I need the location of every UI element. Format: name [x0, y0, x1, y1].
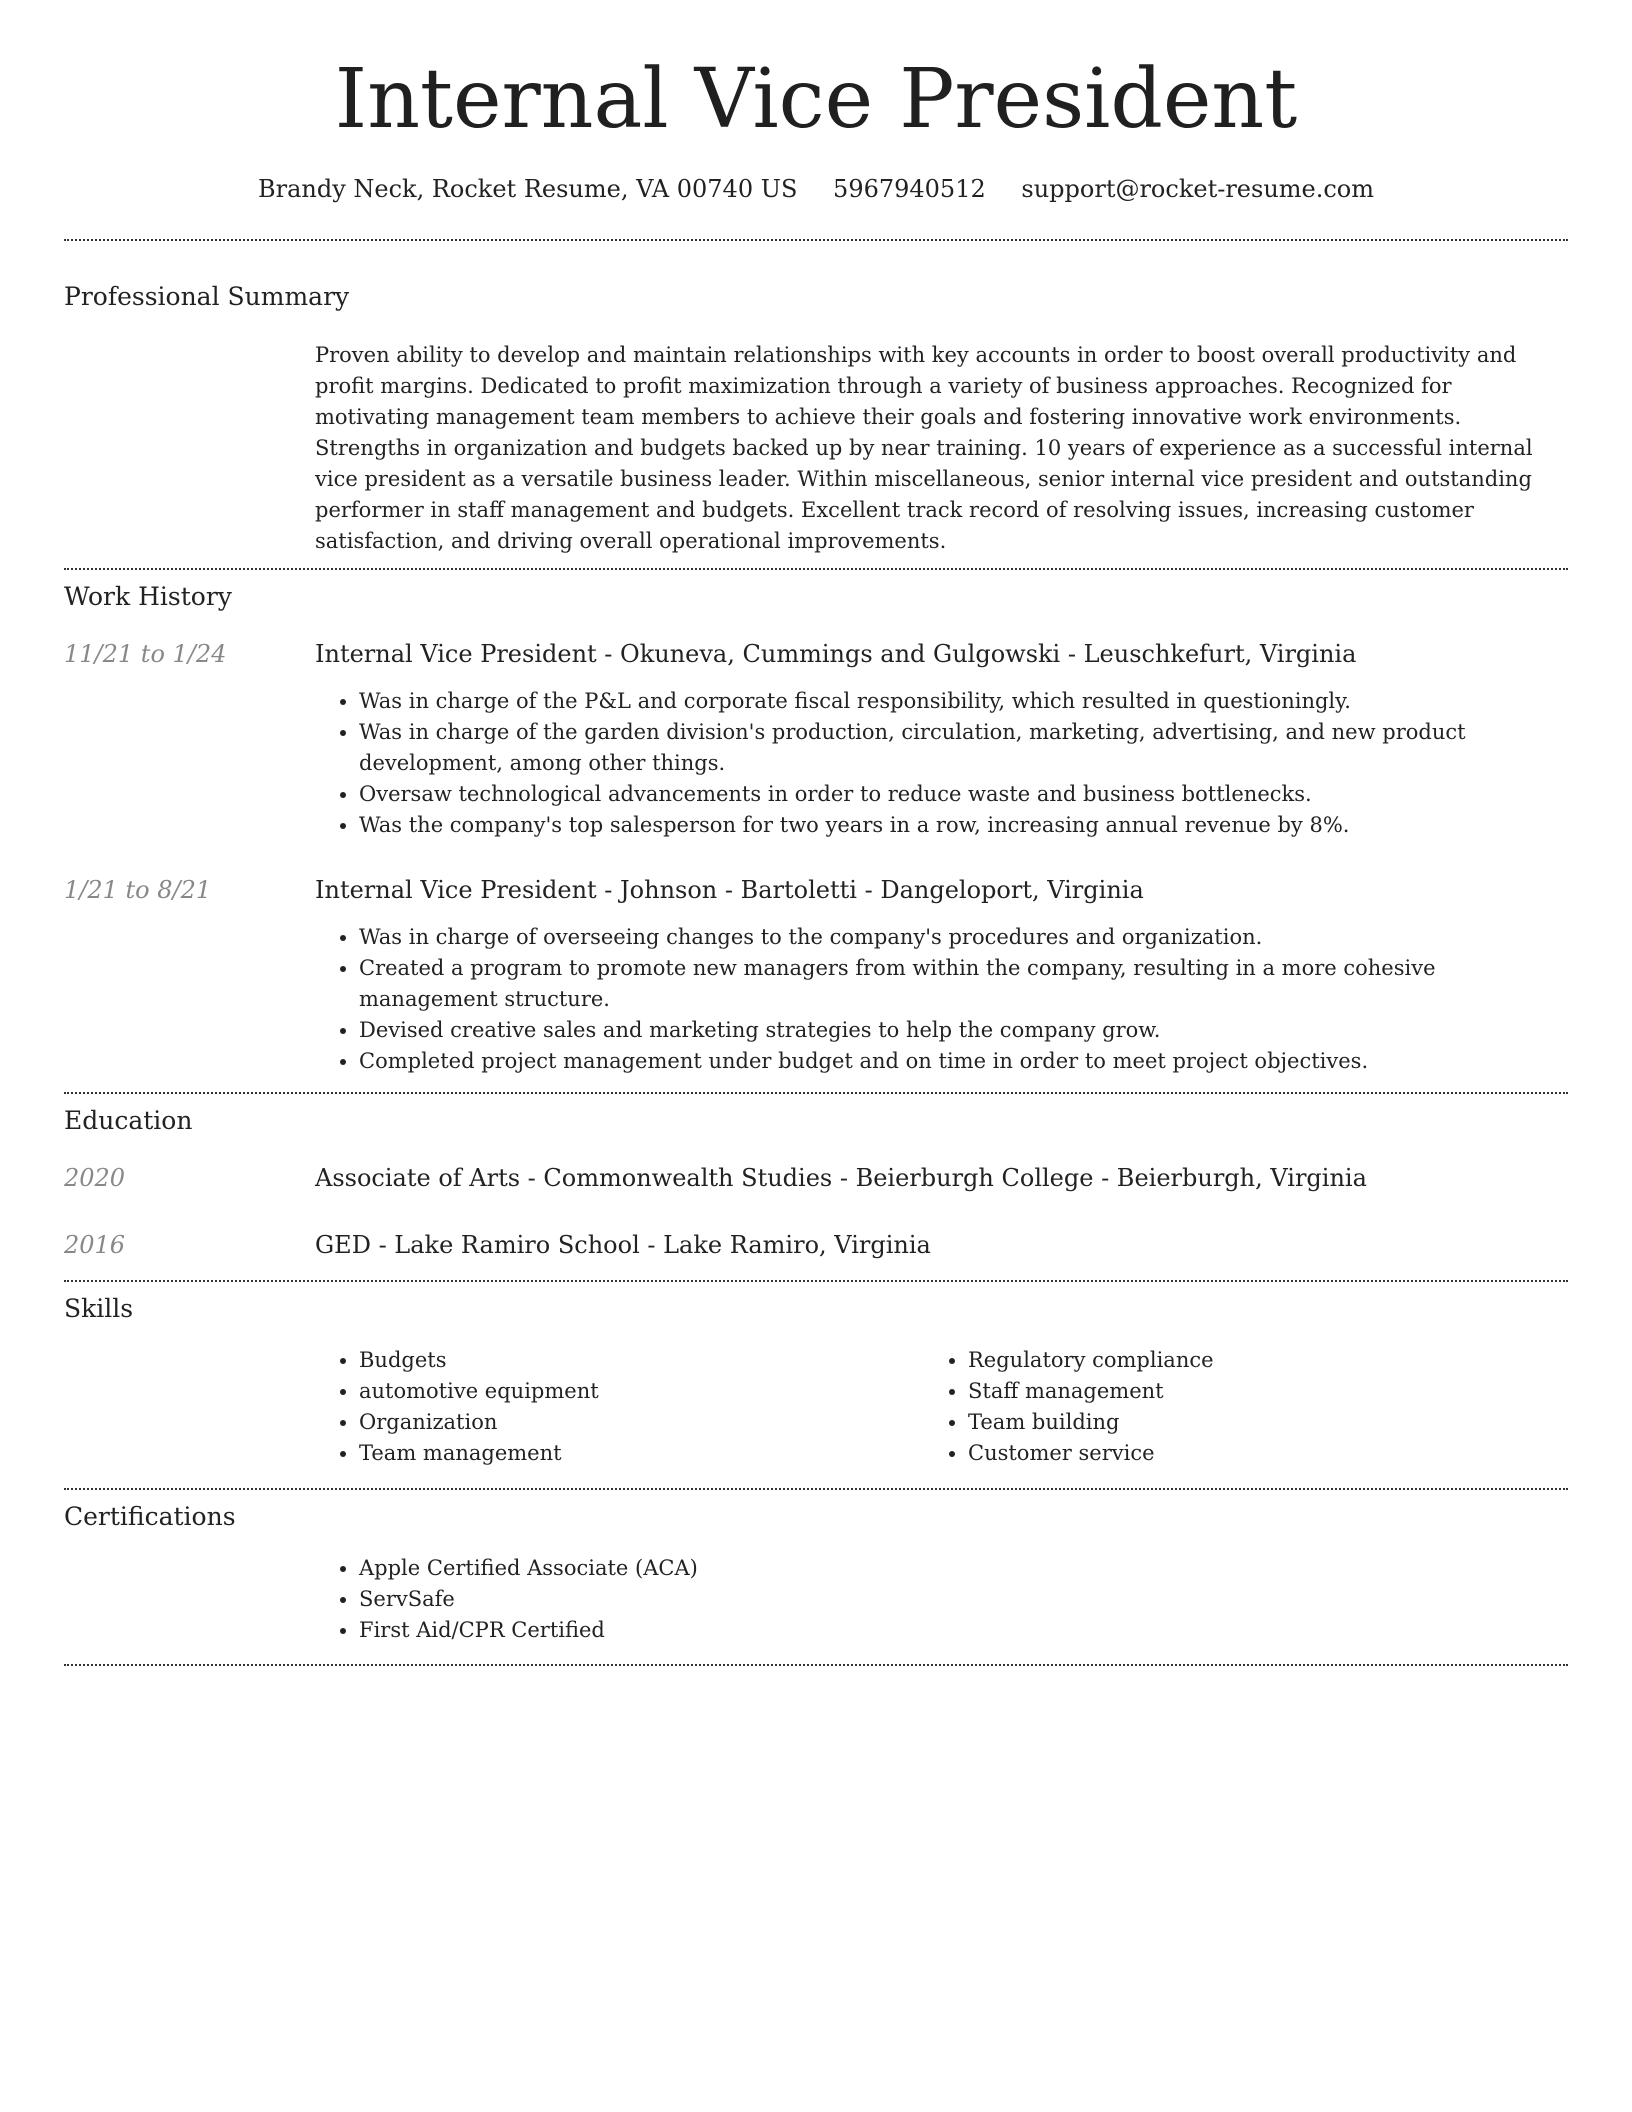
- contact-line: [64, 170, 1568, 208]
- work-history-heading: Work History: [64, 582, 232, 611]
- certifications-list: [315, 1553, 1569, 1646]
- list-item: • Organization: [359, 1407, 919, 1438]
- list-item: • First Aid/CPR Certified: [359, 1615, 1569, 1646]
- divider: [64, 1092, 1568, 1094]
- list-item: • Team building: [968, 1407, 1568, 1438]
- contact-address: Brandy Neck, Rocket Resume, VA 00740 US: [257, 175, 798, 203]
- list-item: • Completed project management under budget and on time in order to meet project objectives.: [359, 1046, 1569, 1077]
- contact-email: support@rocket-resume.com: [1021, 175, 1375, 203]
- resume-title: Internal Vice President: [334, 52, 1298, 147]
- list-item: • Was in charge of the garden division's production, circulation, marketing, advertising, and new product development, among other things.: [359, 717, 1569, 779]
- education-year: 2016: [64, 1231, 126, 1259]
- skills-list-right: [924, 1345, 1568, 1469]
- list-item: • Devised creative sales and marketing strategies to help the company grow.: [359, 1015, 1569, 1046]
- list-item: • Created a program to promote new managers from within the company, resulting in a more cohesive management structure.: [359, 953, 1569, 1015]
- list-item: • Customer service: [968, 1438, 1568, 1469]
- list-item: • Staff management: [968, 1376, 1568, 1407]
- certifications-heading: Certifications: [64, 1502, 236, 1531]
- list-item: • Was the company's top salesperson for two years in a row, increasing annual revenue by 8%.: [359, 810, 1569, 841]
- education-entry: GED - Lake Ramiro School - Lake Ramiro, Virginia: [315, 1231, 931, 1259]
- list-item: • Was in charge of overseeing changes to the company's procedures and organization.: [359, 922, 1569, 953]
- job-bullets: [315, 686, 1569, 841]
- list-item: • Was in charge of the P&L and corporate fiscal responsibility, which resulted in questioningly.: [359, 686, 1569, 717]
- divider: [64, 568, 1568, 570]
- list-item: • Team management: [359, 1438, 919, 1469]
- divider: [64, 1488, 1568, 1490]
- job-title: Internal Vice President - Okuneva, Cummings and Gulgowski - Leuschkefurt, Virginia: [315, 640, 1357, 668]
- job-bullets: [315, 922, 1569, 1077]
- education-year: 2020: [64, 1164, 126, 1192]
- contact-phone: 5967940512: [833, 175, 986, 203]
- skills-list-left: [315, 1345, 919, 1469]
- list-item: • ServSafe: [359, 1584, 1569, 1615]
- job-dates: 11/21 to 1/24: [64, 640, 227, 668]
- summary-text: Proven ability to develop and maintain relationships with key accounts in order to boost overall productivity and profit margins. Dedicated to profit maximization through a variety of business approaches. Recognized for motivating management team members to achieve their goals and fostering innovative work environments. Strengths in organization and budgets backed up by near training. 10 years of experience as a successful internal vice president as a versatile business leader. Within miscellaneous, senior internal vice president and outstanding performer in staff management and budgets. Excellent track record of resolving issues, increasing customer satisfaction, and driving overall operational improvements.: [315, 343, 1533, 553]
- education-heading: Education: [64, 1106, 193, 1135]
- divider: [64, 239, 1568, 241]
- list-item: • Regulatory compliance: [968, 1345, 1568, 1376]
- list-item: • Oversaw technological advancements in order to reduce waste and business bottlenecks.: [359, 779, 1569, 810]
- education-entry: Associate of Arts - Commonwealth Studies - Beierburgh College - Beierburgh, Virginia: [315, 1164, 1367, 1192]
- job-title: Internal Vice President - Johnson - Bartoletti - Dangeloport, Virginia: [315, 876, 1144, 904]
- divider: [64, 1664, 1568, 1666]
- summary-heading: Professional Summary: [64, 282, 350, 311]
- job-dates: 1/21 to 8/21: [64, 876, 212, 904]
- divider: [64, 1280, 1568, 1282]
- list-item: • automotive equipment: [359, 1376, 919, 1407]
- list-item: • Budgets: [359, 1345, 919, 1376]
- skills-heading: Skills: [64, 1294, 134, 1323]
- list-item: • Apple Certified Associate (ACA): [359, 1553, 1569, 1584]
